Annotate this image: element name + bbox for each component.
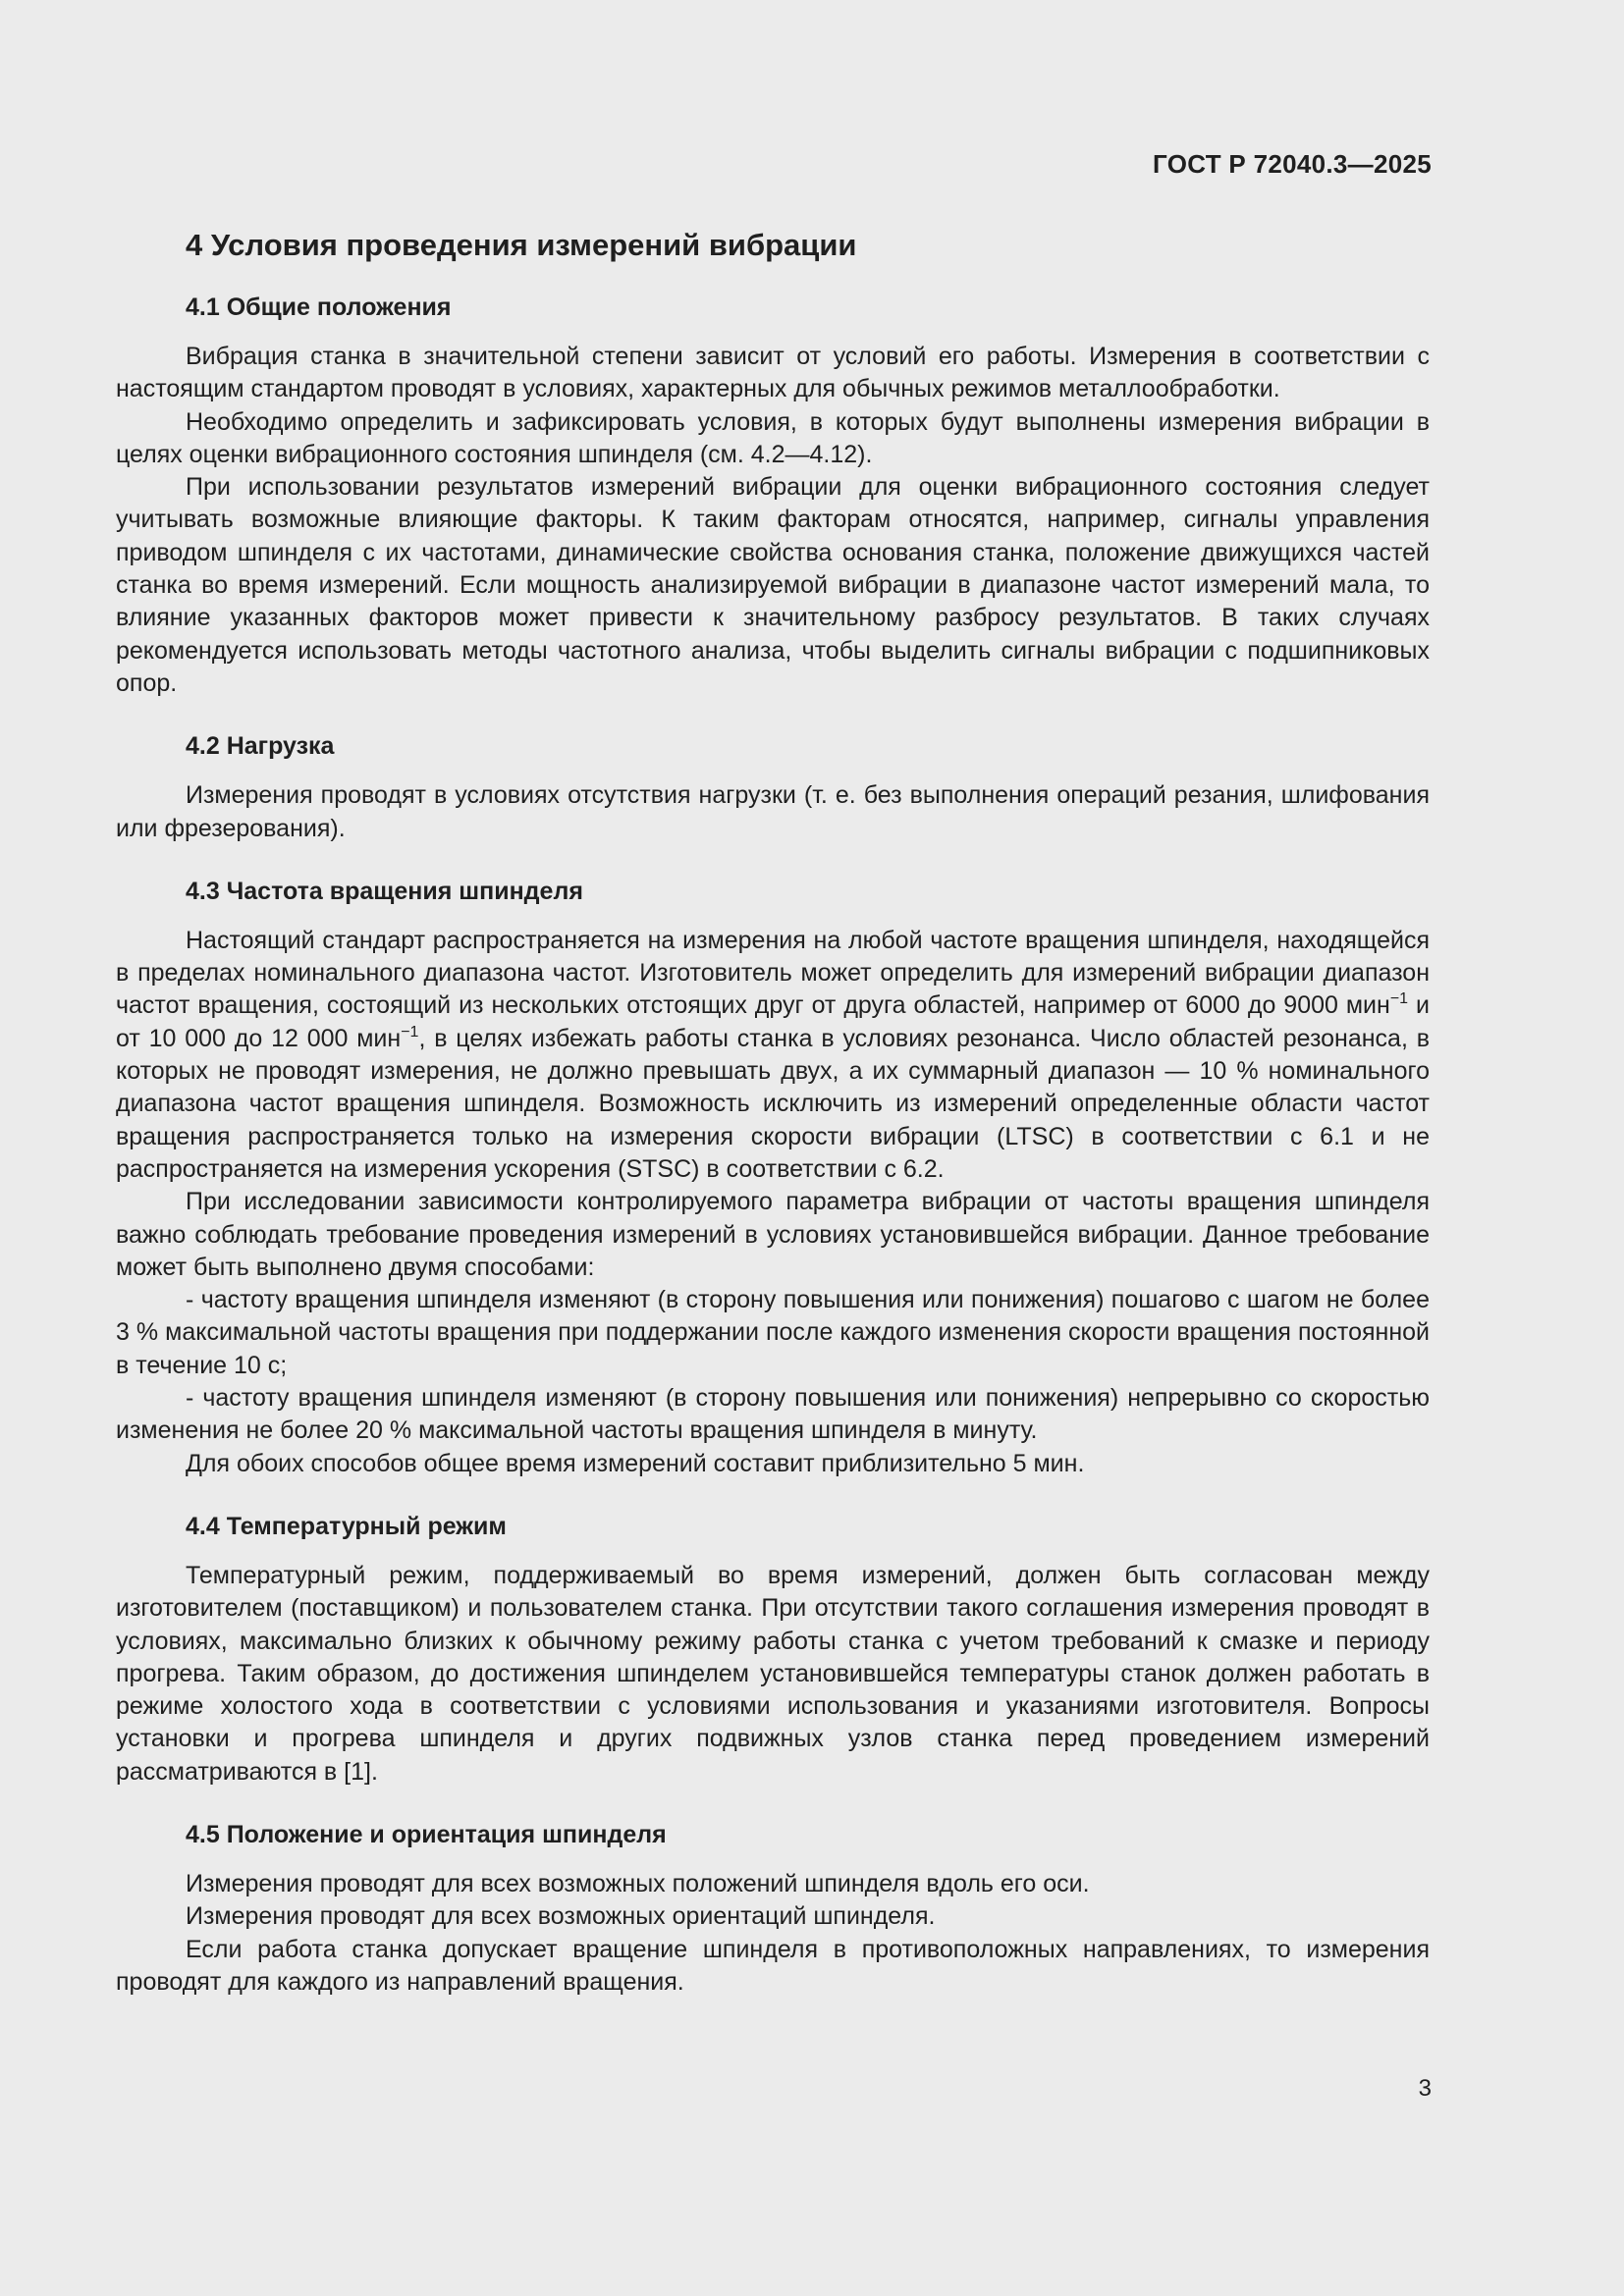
list-item: - частоту вращения шпинделя изменяют (в сторону повышения или понижения) непрерывно со скоростью изменения не более 20 % максимальной частоты вращения шпинделя в минуту. <box>116 1384 1430 1445</box>
paragraph: Если работа станка допускает вращение шпинделя в противоположных направлениях, то измерения проводят для каждого из направлений вращения. <box>116 1935 1430 1996</box>
document-page <box>116 0 1432 2296</box>
paragraph: Необходимо определить и зафиксировать условия, в которых будут выполнены измерения вибрации в целях оценки вибрационного состояния шпинделя (см. 4.2—4.12). <box>116 407 1430 468</box>
list-item: - частоту вращения шпинделя изменяют (в сторону повышения или понижения) пошагово с шагом не более 3 % максимальной частоты вращения при поддержании после каждого изменения скорости вращения постоянной в течение 10 с; <box>116 1286 1430 1379</box>
document-code: ГОСТ Р 72040.3—2025 <box>1153 149 1432 179</box>
subsection-4-2-title: 4.2 Нагрузка <box>186 732 335 761</box>
subsection-4-1-title: 4.1 Общие положения <box>186 294 452 321</box>
subsection-4-3-title: 4.3 Частота вращения шпинделя <box>186 877 583 905</box>
page-number: 3 <box>1418 2075 1432 2102</box>
paragraph: Измерения проводят для всех возможных ориентаций шпинделя. <box>186 1902 936 1931</box>
paragraph: Вибрация станка в значительной степени зависит от условий его работы. Измерения в соответствии с настоящим стандартом проводят в условиях, характерных для обычных режимов металлообработки. <box>116 343 1430 403</box>
subsection-4-4-title: 4.4 Температурный режим <box>186 1512 507 1540</box>
text-run: Настоящий стандарт распространяется на измерения на любой частоте вращения шпинделя, находящейся в пределах номинального диапазона частот. Изготовитель может определить для измерений вибрации диапазон частот вращения, состоящий из нескольких отстоящих друг от друга областей, например от 6000 до 9000 мин <box>116 926 1430 1020</box>
paragraph: При использовании результатов измерений вибрации для оценки вибрационного состояния следует учитывать возможные влияющие факторы. К таким факторам относятся, например, сигналы управления приводом шпинделя с их частотами, динамические свойства основания станка, положение движущихся частей станка во время измерений. Если мощность анализируемой вибрации в диапазоне частот измерений мала, то влияние указанных факторов может привести к значительному разбросу результатов. В таких случаях рекомендуется использовать методы частотного анализа, чтобы выделить сигналы вибрации с подшипниковых опор. <box>116 473 1430 697</box>
paragraph-with-units <box>116 925 1430 1186</box>
paragraph: Измерения проводят для всех возможных положений шпинделя вдоль его оси. <box>186 1869 1090 1897</box>
superscript: −1 <box>1389 990 1409 1008</box>
paragraph: Измерения проводят в условиях отсутствия нагрузки (т. е. без выполнения операций резания, шлифования или фрезерования). <box>116 781 1430 842</box>
page-content <box>116 224 1430 1999</box>
section-4-title: 4 Условия проведения измерений вибрации <box>186 228 857 262</box>
paragraph: При исследовании зависимости контролируемого параметра вибрации от частоты вращения шпинделя важно соблюдать требование проведения измерений в условиях установившейся вибрации. Данное требование может быть выполнено двумя способами: <box>116 1188 1430 1281</box>
text-run: , в целях избежать работы станка в условиях резонанса. Число областей резонанса, в которых не проводят измерения, не должно превышать двух, а их суммарный диапазон — 10 % номинального диапазона частот вращения шпинделя. Возможность исключить из измерений определенные области частот вращения распространяется только на измерения скорости вибрации (LTSC) в соответствии с 6.1 и не распространяется на измерения ускорения (STSC) в соответствии с 6.2. <box>116 1024 1430 1183</box>
paragraph: Температурный режим, поддерживаемый во время измерений, должен быть согласован между изготовителем (поставщиком) и пользователем станка. При отсутствии такого соглашения измерения проводят в условиях, максимально близких к обычному режиму работы станка с учетом требований к смазке и периоду прогрева. Таким образом, до достижения шпинделем установившейся температуры станок должен работать в режиме холостого хода в соответствии с условиями использования и указаниями изготовителя. Вопросы установки и прогрева шпинделя и других подвижных узлов станка перед проведением измерений рассматриваются в [1]. <box>116 1561 1430 1786</box>
paragraph: Для обоих способов общее время измерений составит приблизительно 5 мин. <box>186 1449 1085 1477</box>
superscript: −1 <box>401 1023 419 1041</box>
text-run: и от 10 000 до 12 000 мин <box>116 991 1430 1052</box>
subsection-4-5-title: 4.5 Положение и ориентация шпинделя <box>186 1820 667 1848</box>
